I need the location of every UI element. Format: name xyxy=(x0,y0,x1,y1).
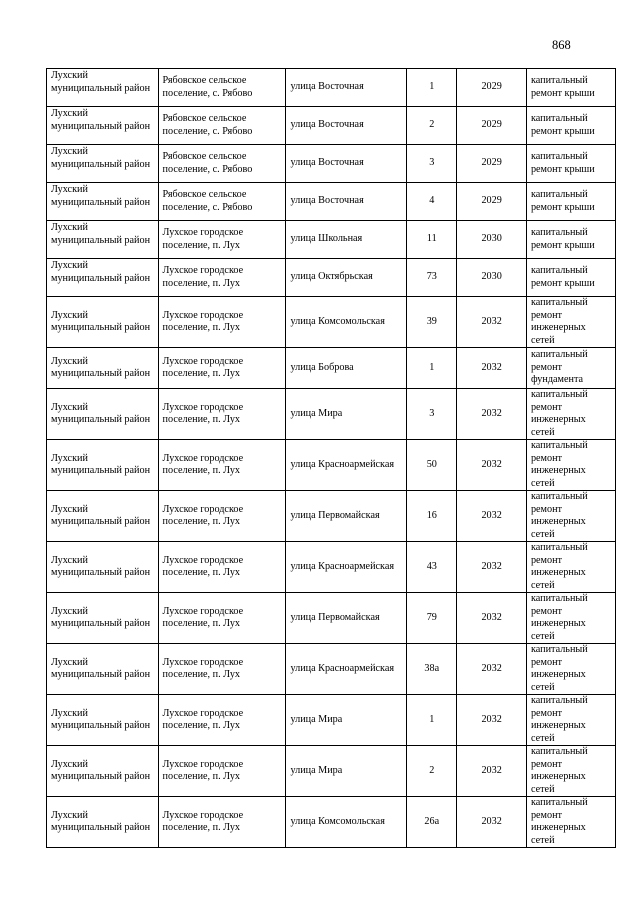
district-cell: Лухский муниципальный район xyxy=(47,593,159,644)
table-row xyxy=(47,440,616,491)
work-type-cell: капитальный ремонт инженерных сетей xyxy=(526,542,615,593)
work-type-cell: капитальный ремонт инженерных сетей xyxy=(526,491,615,542)
district-cell: Лухский муниципальный район xyxy=(47,259,159,297)
year-cell: 2029 xyxy=(457,183,527,221)
table-row xyxy=(47,69,616,107)
street-cell: улица Боброва xyxy=(286,348,407,389)
year-cell: 2032 xyxy=(457,491,527,542)
table-row xyxy=(47,221,616,259)
street-cell: улица Мира xyxy=(286,746,407,797)
street-cell: улица Восточная xyxy=(286,183,407,221)
work-type-cell: капитальный ремонт инженерных сетей xyxy=(526,644,615,695)
house-number-cell: 3 xyxy=(407,145,457,183)
house-number-cell: 1 xyxy=(407,695,457,746)
house-number-cell: 2 xyxy=(407,107,457,145)
work-type-cell: капитальный ремонт крыши xyxy=(526,183,615,221)
table-row xyxy=(47,297,616,348)
table-row xyxy=(47,593,616,644)
table-row xyxy=(47,746,616,797)
street-cell: улица Школьная xyxy=(286,221,407,259)
settlement-cell: Лухское городское поселение, п. Лух xyxy=(158,491,286,542)
street-cell: улица Октябрьская xyxy=(286,259,407,297)
year-cell: 2029 xyxy=(457,145,527,183)
work-type-cell: капитальный ремонт инженерных сетей xyxy=(526,440,615,491)
house-number-cell: 1 xyxy=(407,348,457,389)
settlement-cell: Лухское городское поселение, п. Лух xyxy=(158,348,286,389)
house-number-cell: 43 xyxy=(407,542,457,593)
street-cell: улица Восточная xyxy=(286,145,407,183)
street-cell: улица Мира xyxy=(286,695,407,746)
street-cell: улица Первомайская xyxy=(286,593,407,644)
work-type-cell: капитальный ремонт инженерных сетей xyxy=(526,593,615,644)
district-cell: Лухский муниципальный район xyxy=(47,746,159,797)
year-cell: 2032 xyxy=(457,542,527,593)
table-row xyxy=(47,542,616,593)
table-row xyxy=(47,259,616,297)
settlement-cell: Лухское городское поселение, п. Лух xyxy=(158,440,286,491)
work-type-cell: капитальный ремонт крыши xyxy=(526,145,615,183)
house-number-cell: 11 xyxy=(407,221,457,259)
housing-repair-table xyxy=(46,68,616,848)
district-cell: Лухский муниципальный район xyxy=(47,491,159,542)
work-type-cell: капитальный ремонт инженерных сетей xyxy=(526,297,615,348)
work-type-cell: капитальный ремонт инженерных сетей xyxy=(526,389,615,440)
street-cell: улица Восточная xyxy=(286,69,407,107)
district-cell: Лухский муниципальный район xyxy=(47,145,159,183)
settlement-cell: Рябовское сельское поселение, с. Рябово xyxy=(158,183,286,221)
work-type-cell: капитальный ремонт инженерных сетей xyxy=(526,746,615,797)
district-cell: Лухский муниципальный район xyxy=(47,797,159,848)
settlement-cell: Лухское городское поселение, п. Лух xyxy=(158,644,286,695)
table-row xyxy=(47,107,616,145)
settlement-cell: Лухское городское поселение, п. Лух xyxy=(158,297,286,348)
year-cell: 2032 xyxy=(457,644,527,695)
year-cell: 2030 xyxy=(457,259,527,297)
table-row xyxy=(47,348,616,389)
district-cell: Лухский муниципальный район xyxy=(47,348,159,389)
street-cell: улица Комсомольская xyxy=(286,297,407,348)
settlement-cell: Лухское городское поселение, п. Лух xyxy=(158,542,286,593)
work-type-cell: капитальный ремонт крыши xyxy=(526,69,615,107)
settlement-cell: Рябовское сельское поселение, с. Рябово xyxy=(158,69,286,107)
year-cell: 2032 xyxy=(457,348,527,389)
district-cell: Лухский муниципальный район xyxy=(47,389,159,440)
settlement-cell: Лухское городское поселение, п. Лух xyxy=(158,593,286,644)
house-number-cell: 16 xyxy=(407,491,457,542)
work-type-cell: капитальный ремонт крыши xyxy=(526,107,615,145)
house-number-cell: 1 xyxy=(407,69,457,107)
table-row xyxy=(47,491,616,542)
street-cell: улица Мира xyxy=(286,389,407,440)
house-number-cell: 2 xyxy=(407,746,457,797)
year-cell: 2032 xyxy=(457,797,527,848)
table-row xyxy=(47,145,616,183)
year-cell: 2032 xyxy=(457,746,527,797)
table-row xyxy=(47,695,616,746)
table-row xyxy=(47,797,616,848)
district-cell: Лухский муниципальный район xyxy=(47,440,159,491)
house-number-cell: 38а xyxy=(407,644,457,695)
street-cell: улица Красноармейская xyxy=(286,542,407,593)
settlement-cell: Рябовское сельское поселение, с. Рябово xyxy=(158,145,286,183)
page-number: 868 xyxy=(552,38,571,52)
year-cell: 2032 xyxy=(457,297,527,348)
settlement-cell: Рябовское сельское поселение, с. Рябово xyxy=(158,107,286,145)
table-body xyxy=(47,69,616,848)
settlement-cell: Лухское городское поселение, п. Лух xyxy=(158,797,286,848)
table-row xyxy=(47,389,616,440)
district-cell: Лухский муниципальный район xyxy=(47,221,159,259)
district-cell: Лухский муниципальный район xyxy=(47,542,159,593)
street-cell: улица Первомайская xyxy=(286,491,407,542)
settlement-cell: Лухское городское поселение, п. Лух xyxy=(158,695,286,746)
house-number-cell: 79 xyxy=(407,593,457,644)
district-cell: Лухский муниципальный район xyxy=(47,107,159,145)
house-number-cell: 73 xyxy=(407,259,457,297)
work-type-cell: капитальный ремонт инженерных сетей xyxy=(526,695,615,746)
work-type-cell: капитальный ремонт фундамента xyxy=(526,348,615,389)
house-number-cell: 26а xyxy=(407,797,457,848)
work-type-cell: капитальный ремонт крыши xyxy=(526,259,615,297)
district-cell: Лухский муниципальный район xyxy=(47,695,159,746)
year-cell: 2032 xyxy=(457,389,527,440)
settlement-cell: Лухское городское поселение, п. Лух xyxy=(158,259,286,297)
street-cell: улица Красноармейская xyxy=(286,644,407,695)
year-cell: 2030 xyxy=(457,221,527,259)
table-row xyxy=(47,644,616,695)
house-number-cell: 4 xyxy=(407,183,457,221)
work-type-cell: капитальный ремонт крыши xyxy=(526,221,615,259)
house-number-cell: 39 xyxy=(407,297,457,348)
settlement-cell: Лухское городское поселение, п. Лух xyxy=(158,221,286,259)
year-cell: 2032 xyxy=(457,440,527,491)
table-row xyxy=(47,183,616,221)
year-cell: 2029 xyxy=(457,107,527,145)
year-cell: 2032 xyxy=(457,695,527,746)
year-cell: 2032 xyxy=(457,593,527,644)
house-number-cell: 3 xyxy=(407,389,457,440)
district-cell: Лухский муниципальный район xyxy=(47,183,159,221)
district-cell: Лухский муниципальный район xyxy=(47,69,159,107)
street-cell: улица Восточная xyxy=(286,107,407,145)
district-cell: Лухский муниципальный район xyxy=(47,297,159,348)
district-cell: Лухский муниципальный район xyxy=(47,644,159,695)
house-number-cell: 50 xyxy=(407,440,457,491)
year-cell: 2029 xyxy=(457,69,527,107)
street-cell: улица Красноармейская xyxy=(286,440,407,491)
settlement-cell: Лухское городское поселение, п. Лух xyxy=(158,389,286,440)
street-cell: улица Комсомольская xyxy=(286,797,407,848)
work-type-cell: капитальный ремонт инженерных сетей xyxy=(526,797,615,848)
settlement-cell: Лухское городское поселение, п. Лух xyxy=(158,746,286,797)
